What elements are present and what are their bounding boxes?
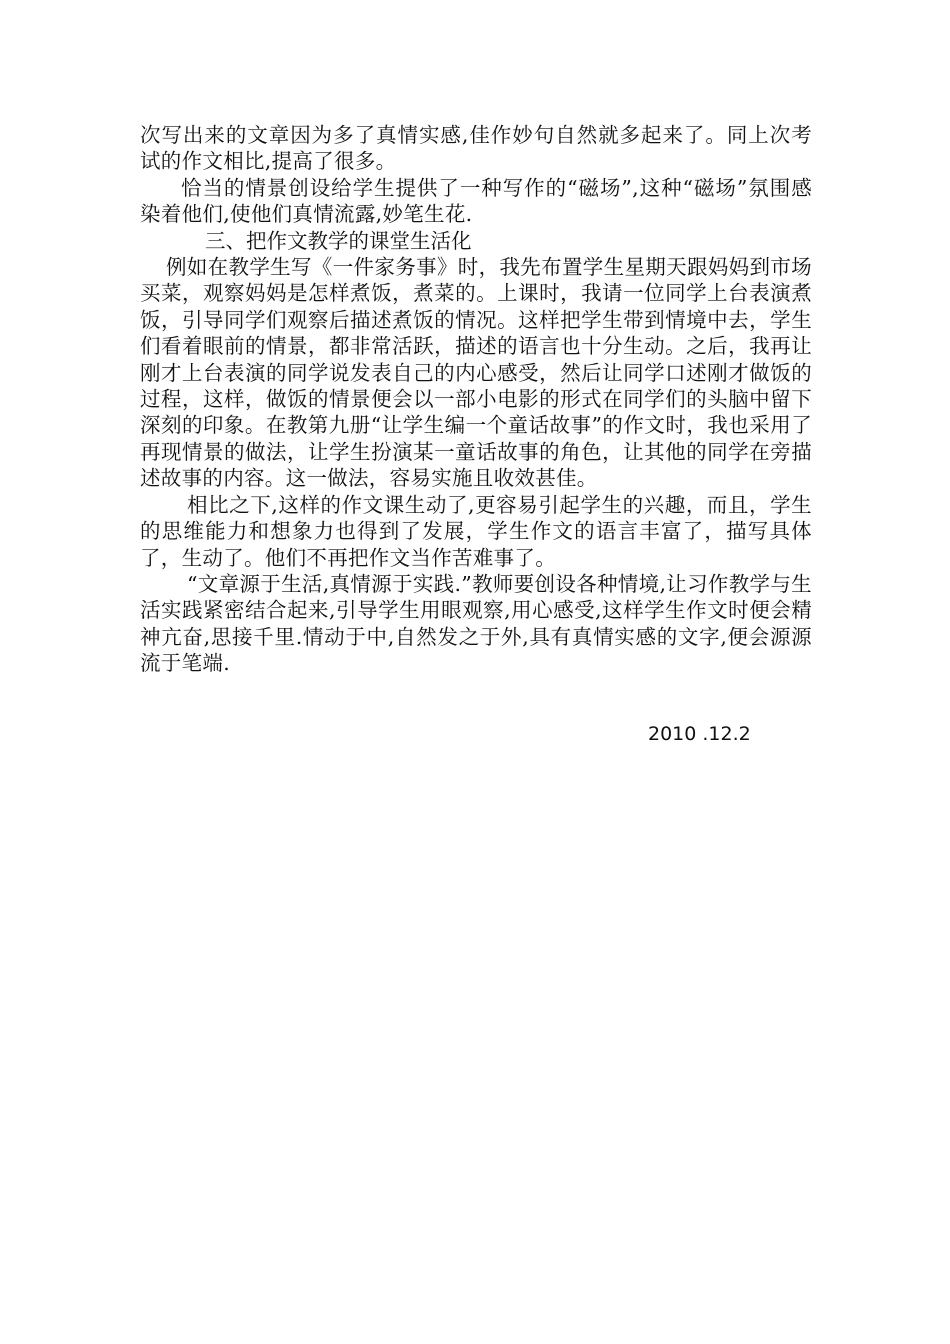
paragraph-example: 例如在教学生写《一件家务事》时，我先布置学生星期天跟妈妈到市场买菜，观察妈妈是怎样煮饭，煮菜的。上课时，我请一位同学上台表演煮饭，引导同学们观察后描述煮饭的情况。这样把学生带到情境中去，学生们看着眼前的情景，都非常活跃，描述的语言也十分生动。之后，我再让刚才上台表演的同学说发表自己的内心感受，然后让同学口述刚才做饭的过程，这样，做饭的情景便会以一部小电影的形式在同学们的头脑中留下深刻的印象。在教第九册“让学生编一个童话故事”的作文时，我也采用了再现情景的做法，让学生扮演某一童话故事的角色，让其他的同学在旁描述故事的内容。这一做法，容易实施且收效甚佳。: [140, 255, 812, 491]
document-date: 2010 .12.2: [648, 723, 751, 745]
section-heading: 三、把作文教学的课堂生活化: [205, 228, 472, 253]
paragraph-continuation: 次写出来的文章因为多了真情实感,佳作妙句自然就多起来了。同上次考试的作文相比,提高了很多。: [140, 123, 812, 174]
paragraph-conclusion: “文章源于生活,真情源于实践.”教师要创设各种情境,让习作教学与生活实践紧密结合起来,引导学生用眼观察,用心感受,这样学生作文时便会精神亢奋,思接千里.情动于中,自然发之于外,具有真情实感的文字,便会源源流于笔端.: [140, 571, 812, 676]
paragraph-scene-creation: 恰当的情景创设给学生提供了一种写作的“磁场”,这种“磁场”氛围感染着他们,使他们真情流露,妙笔生花.: [140, 175, 812, 227]
paragraph-comparison: 相比之下,这样的作文课生动了,更容易引起学生的兴趣，而且，学生的思维能力和想象力也得到了发展，学生作文的语言丰富了，描写具体了，生动了。他们不再把作文当作苦难事了。: [140, 492, 812, 570]
document-body: [140, 122, 812, 677]
